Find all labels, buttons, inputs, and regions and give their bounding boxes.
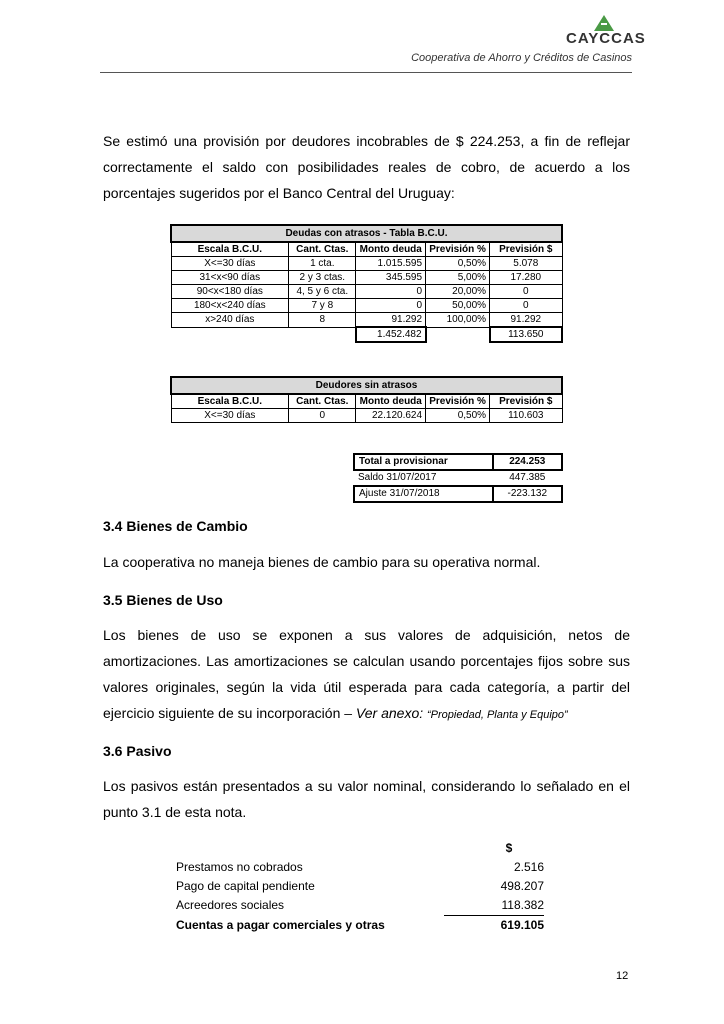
column-header: Previsión % bbox=[426, 242, 490, 257]
table-cell: 50,00% bbox=[426, 299, 490, 313]
section-heading-bienes-uso: 3.5 Bienes de Uso bbox=[103, 592, 223, 608]
table-row bbox=[176, 858, 544, 877]
pasivo-table bbox=[176, 839, 544, 935]
table-total-row bbox=[176, 916, 544, 936]
table-row bbox=[171, 313, 562, 328]
summary-table bbox=[353, 453, 563, 503]
table-cell: 5.078 bbox=[490, 257, 562, 271]
table-cell: 91.292 bbox=[490, 313, 562, 328]
table-total-row bbox=[171, 327, 562, 342]
table-cell: 22.120.624 bbox=[356, 409, 426, 423]
paragraph bbox=[103, 622, 630, 728]
table-cell: 1 cta. bbox=[289, 257, 356, 271]
table-cell: 0 bbox=[356, 299, 426, 313]
table-cell: 0 bbox=[490, 299, 562, 313]
section-text-bienes-uso bbox=[103, 622, 630, 728]
section-text-pasivo bbox=[103, 773, 630, 825]
column-header: Monto deuda bbox=[356, 394, 426, 409]
row-value: 2.516 bbox=[513, 860, 544, 874]
row-label: Acreedores sociales bbox=[176, 898, 285, 913]
row-value: 498.207 bbox=[500, 879, 544, 893]
table-cell: 1.015.595 bbox=[356, 257, 426, 271]
table-cell: 2 y 3 ctas. bbox=[289, 271, 356, 285]
table-header-row bbox=[171, 242, 562, 257]
saldo-value: 447.385 bbox=[509, 472, 546, 483]
table-header-row bbox=[171, 394, 562, 409]
table-cell: 110.603 bbox=[490, 409, 562, 423]
column-header: Escala B.C.U. bbox=[171, 394, 289, 409]
table-cell: 0 bbox=[356, 285, 426, 299]
table-cell: 0 bbox=[490, 285, 562, 299]
total-prevision: 113.650 bbox=[490, 327, 562, 342]
column-header: Escala B.C.U. bbox=[171, 242, 289, 257]
table-cell: X<=30 días bbox=[171, 257, 289, 271]
row-label: Prestamos no cobrados bbox=[176, 860, 303, 874]
column-header: Previsión % bbox=[426, 394, 490, 409]
total-label: Cuentas a pagar comerciales y otras bbox=[176, 917, 385, 932]
table-cell: 180<x<240 días bbox=[171, 299, 289, 313]
table-row bbox=[176, 877, 544, 896]
total-value: 224.253 bbox=[493, 454, 562, 470]
table-cell: 5,00% bbox=[426, 271, 490, 285]
total-monto: 1.452.482 bbox=[356, 327, 426, 342]
table-cell: 100,00% bbox=[426, 313, 490, 328]
table-caption: Deudores sin atrasos bbox=[171, 377, 562, 394]
header-divider bbox=[100, 72, 632, 73]
table-cell: 17.280 bbox=[490, 271, 562, 285]
table-cell: 91.292 bbox=[356, 313, 426, 328]
table-cell: 4, 5 y 6 cta. bbox=[289, 285, 356, 299]
table-cell: 0,50% bbox=[426, 257, 490, 271]
saldo-label: Saldo 31/07/2017 bbox=[358, 472, 437, 483]
table-cell: 20,00% bbox=[426, 285, 490, 299]
table-cell: 345.595 bbox=[356, 271, 426, 285]
page-number: 12 bbox=[616, 970, 629, 982]
table-cell: 31<x<90 días bbox=[171, 271, 289, 285]
section-text-bienes-cambio bbox=[103, 549, 630, 575]
currency-header: $ bbox=[505, 841, 513, 855]
table-row bbox=[171, 299, 562, 313]
table-row bbox=[171, 285, 562, 299]
annex-name: “Propiedad, Planta y Equipo” bbox=[427, 709, 568, 721]
row-label: Pago de capital pendiente bbox=[176, 879, 315, 893]
section-heading-bienes-cambio: 3.4 Bienes de Cambio bbox=[103, 518, 248, 534]
column-header: Monto deuda bbox=[356, 242, 426, 257]
paragraph: Los pasivos están presentados a su valor nominal, considerando lo señalado en el punto 3.1 de esta nota. bbox=[103, 778, 630, 820]
column-header: Cant. Ctas. bbox=[289, 242, 356, 257]
table-deudas-atrasos bbox=[170, 224, 563, 343]
table-cell: 8 bbox=[289, 313, 356, 328]
table-cell: 90<x<180 días bbox=[171, 285, 289, 299]
table-cell: X<=30 días bbox=[171, 409, 289, 423]
column-header: Previsión $ bbox=[490, 394, 562, 409]
table-row bbox=[171, 257, 562, 271]
table-caption: Deudas con atrasos - Tabla B.C.U. bbox=[171, 225, 562, 242]
table-cell: 0,50% bbox=[426, 409, 490, 423]
table-row bbox=[171, 409, 562, 423]
ajuste-label: Ajuste 31/07/2018 bbox=[354, 486, 493, 502]
annex-prefix: – Ver anexo: bbox=[344, 705, 428, 721]
section-heading-pasivo: 3.6 Pasivo bbox=[103, 743, 172, 759]
table-deudores-sin-atrasos bbox=[170, 376, 563, 423]
table-cell: 0 bbox=[289, 409, 356, 423]
table-cell: 7 y 8 bbox=[289, 299, 356, 313]
ajuste-value: -223.132 bbox=[493, 486, 562, 502]
row-value: 118.382 bbox=[444, 896, 544, 916]
column-header: Cant. Ctas. bbox=[289, 394, 356, 409]
table-row bbox=[176, 896, 544, 916]
table-row bbox=[171, 271, 562, 285]
header-subtitle: Cooperativa de Ahorro y Créditos de Casinos bbox=[411, 52, 632, 64]
total-label: Total a provisionar bbox=[354, 454, 493, 470]
intro-paragraph bbox=[103, 128, 630, 206]
column-header: Previsión $ bbox=[490, 242, 562, 257]
paragraph: La cooperativa no maneja bienes de cambio para su operativa normal. bbox=[103, 554, 541, 570]
intro-text: Se estimó una provisión por deudores incobrables de $ 224.253, a fin de reflejar correctamente el saldo con posibilidades reales de cobro, de acuerdo a los porcentajes sugeridos por el Banco Central del Uruguay: bbox=[103, 133, 630, 201]
logo-text: CAYCCAS bbox=[566, 30, 646, 47]
table-cell: x>240 días bbox=[171, 313, 289, 328]
paragraph-body: Los bienes de uso se exponen a sus valores de adquisición, netos de amortizaciones. Las amortizaciones se calculan usando porcentajes fijos sobre sus valores originales, según la vida útil esperada para cada categoría, a partir del ejercicio siguiente de su incorporación bbox=[103, 627, 630, 721]
total-value: 619.105 bbox=[500, 918, 544, 932]
logo-mountain-icon bbox=[594, 15, 614, 31]
